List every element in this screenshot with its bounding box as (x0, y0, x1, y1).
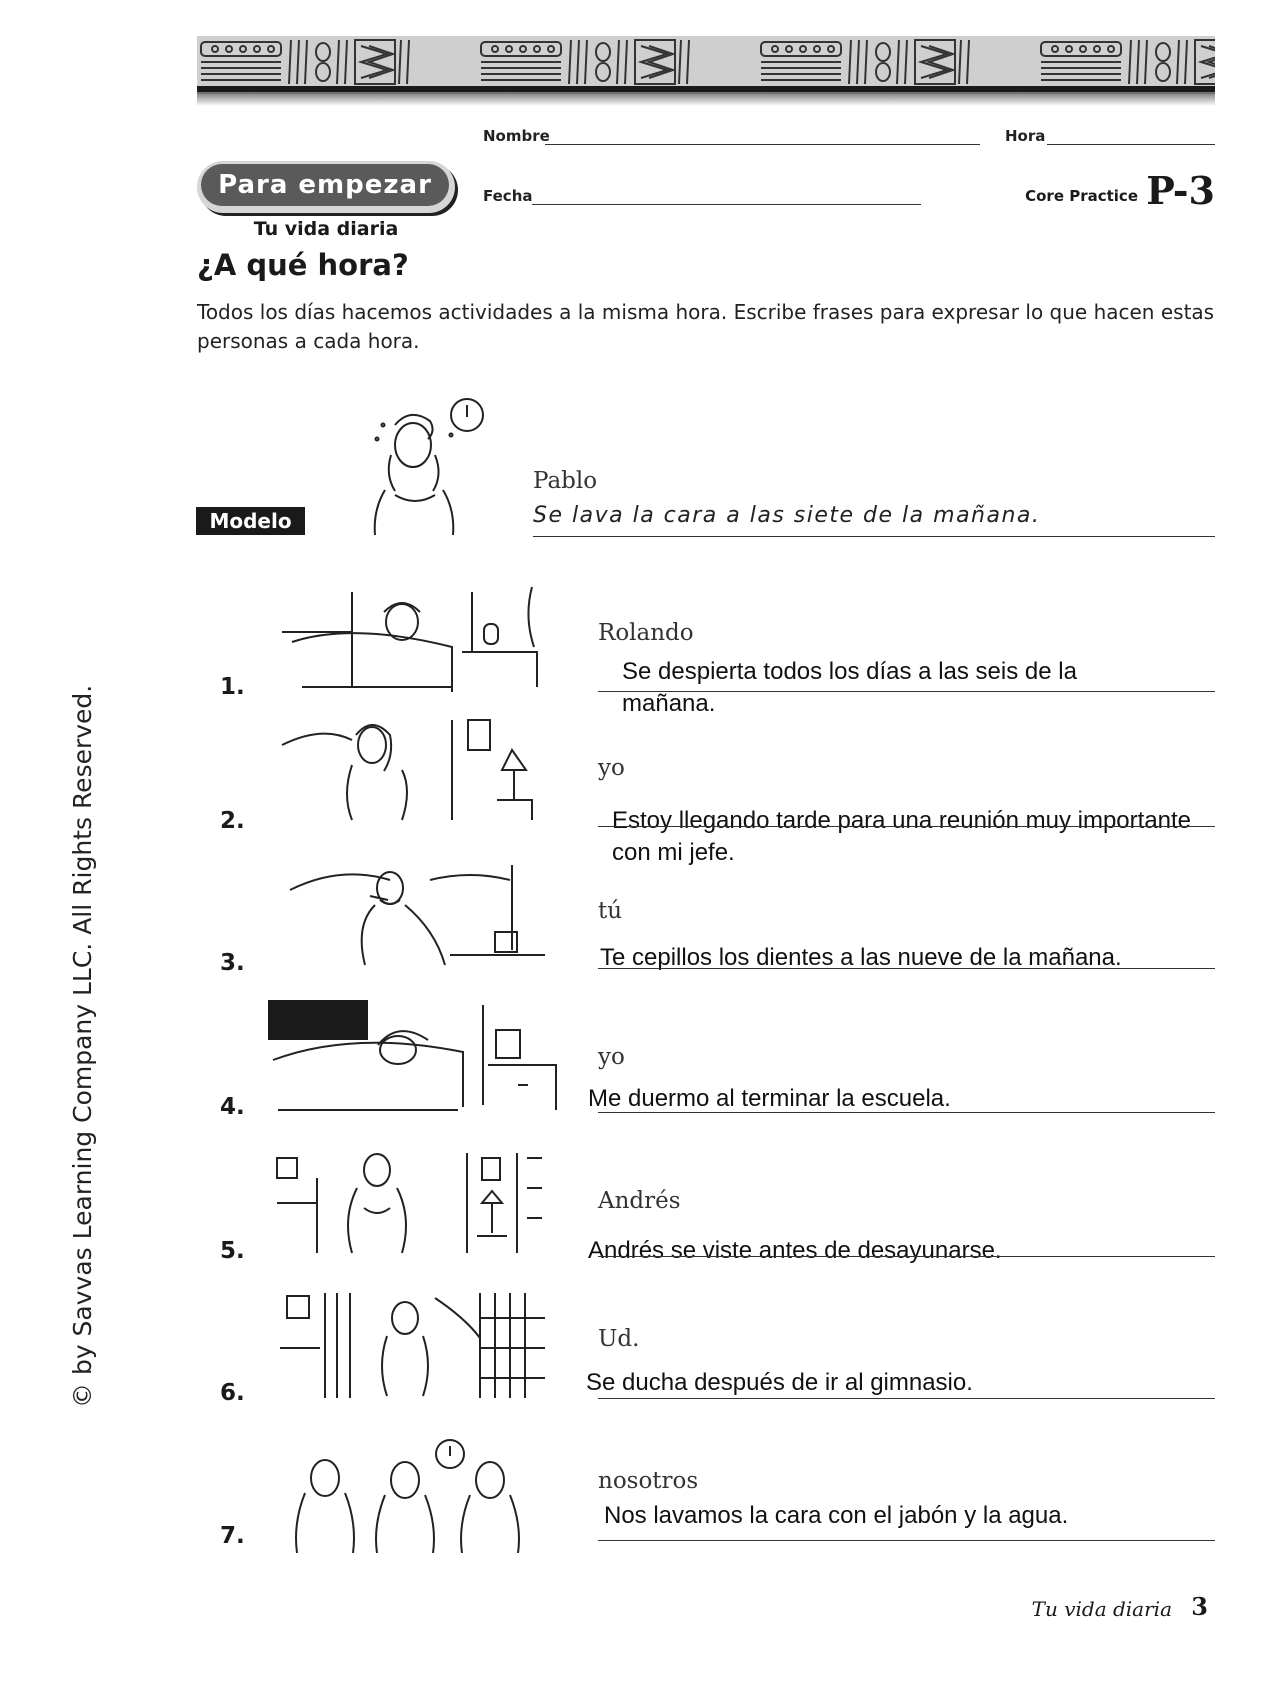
yo-sleeping-illustration (268, 1000, 558, 1115)
hora-field[interactable] (1047, 144, 1215, 145)
activity-instructions: Todos los días hacemos actividades a la misma hora. Escribe frases para expresar lo que hacen estas personas a cada hora. (197, 300, 1215, 353)
item-5-answer-line1[interactable]: Andrés se viste antes de desayunarse. (588, 1237, 1002, 1264)
nosotros-washing-faces-illustration (275, 1438, 540, 1553)
copyright-notice: © by Savvas Learning Company LLC. All Rights Reserved. (68, 684, 97, 1408)
yo-rushing-illustration (272, 715, 542, 825)
nombre-label: Nombre (483, 127, 550, 145)
model-answer-line (533, 536, 1215, 537)
item-4-subject: yo (598, 1044, 625, 1070)
item-7-answer-line (598, 1540, 1215, 1541)
item-7-subject: nosotros (598, 1468, 699, 1494)
item-7-answer-line1[interactable]: Nos lavamos la cara con el jabón y la agua. (604, 1502, 1069, 1529)
chapter-badge: Para empezar (201, 164, 449, 206)
banner-shadow (197, 92, 1215, 106)
practice-number: P-3 (1146, 168, 1215, 213)
item-3-answer-line1[interactable]: Te cepillos los dientes a las nueve de la mañana. (600, 944, 1122, 971)
item-1-subject: Rolando (598, 620, 694, 646)
item-6-subject: Ud. (598, 1326, 640, 1352)
chapter-subtitle: Tu vida diaria (253, 218, 399, 240)
item-2-number: 2. (220, 808, 245, 834)
model-subject: Pablo (533, 468, 598, 494)
modelo-label: Modelo (196, 507, 305, 535)
item-1-answer-line1[interactable]: Se despierta todos los días a las seis de la (622, 658, 1077, 685)
item-3-subject: tú (598, 898, 623, 924)
fecha-field[interactable] (532, 204, 921, 205)
tu-brushing-teeth-illustration (280, 860, 550, 970)
item-6-number: 6. (220, 1380, 245, 1406)
pablo-washing-face-illustration (355, 395, 495, 535)
item-1-answer-line2[interactable]: mañana. (622, 690, 716, 717)
item-7-number: 7. (220, 1523, 245, 1549)
nombre-field[interactable] (545, 144, 980, 145)
item-6-answer-line1[interactable]: Se ducha después de ir al gimnasio. (586, 1369, 973, 1396)
item-1-number: 1. (220, 674, 245, 700)
item-2-answer-line1[interactable]: Estoy llegando tarde para una reunión muy importante (612, 807, 1192, 834)
hora-label: Hora (1005, 127, 1046, 145)
core-practice-label: Core Practice (1025, 187, 1138, 205)
item-4-answer-line1[interactable]: Me duermo al terminar la escuela. (588, 1085, 951, 1112)
andres-getting-dressed-illustration (272, 1148, 547, 1258)
item-4-number: 4. (220, 1094, 245, 1120)
item-3-number: 3. (220, 950, 245, 976)
activity-title: ¿A qué hora? (197, 248, 409, 282)
item-2-answer-line (598, 826, 1215, 827)
item-3-answer-line (598, 968, 1215, 969)
model-answer: Se lava la cara a las siete de la mañana. (533, 503, 1041, 528)
item-5-number: 5. (220, 1238, 245, 1264)
item-2-answer-line2[interactable]: con mi jefe. (612, 839, 735, 866)
page-number: 3 (1191, 1592, 1208, 1621)
fecha-label: Fecha (483, 187, 533, 205)
rolando-waking-up-illustration (272, 582, 542, 692)
decorative-banner (197, 36, 1215, 94)
item-6-answer-line (598, 1398, 1215, 1399)
footer-text: Tu vida diaria (1031, 1597, 1172, 1621)
item-2-subject: yo (598, 755, 625, 781)
item-5-subject: Andrés (598, 1188, 681, 1214)
item-5-answer-line (598, 1256, 1215, 1257)
ud-showering-illustration (275, 1288, 550, 1403)
item-4-answer-line (598, 1112, 1215, 1113)
